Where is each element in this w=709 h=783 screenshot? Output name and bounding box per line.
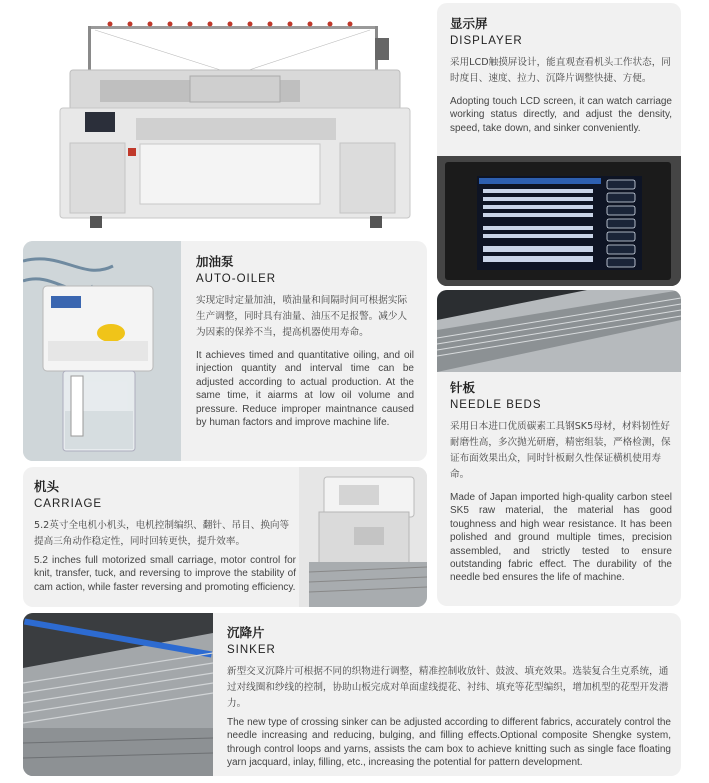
- auto-oiler-desc-en: It achieves timed and quantitative oiling, and oil injection quantity and interval time can be adjusted according to actual production. At the same time, it aiarms at low oil volume and pressure. Reduce improper maintnance caused by human factors and improve machine life.: [196, 350, 414, 429]
- needle-beds-title-cn: 针板: [450, 380, 476, 395]
- carriage-title-cn: 机头: [34, 479, 60, 494]
- needle-bed-photo: [437, 290, 681, 372]
- displayer-title-cn: 显示屏: [450, 16, 488, 31]
- sinker-card: [23, 613, 681, 776]
- carriage-title-en: CARRIAGE: [34, 498, 103, 510]
- displayer-desc-en: Adopting touch LCD screen, it can watch carriage working status directly, and adjust the density, speed, take down, and sinker conveniently.: [450, 96, 672, 134]
- oil-pump-photo: [23, 241, 181, 461]
- carriage-photo: [299, 467, 427, 607]
- auto-oiler-title-en: AUTO-OILER: [196, 273, 277, 285]
- sinker-photo: [23, 613, 213, 776]
- carriage-desc-cn: 5.2英寸全电机小机头，电机控制编织、翻针、吊目、换向等提高三角动作稳定性，同时回转更快，提升效率。: [34, 520, 290, 547]
- sinker-title-cn: 沉降片: [227, 625, 265, 640]
- displayer-desc-cn: 采用LCD触摸屏设计，能直观查看机头工作状态，同时度目、速度、拉力、沉降片调整快捷、方便。: [450, 57, 671, 84]
- carriage-desc-en: 5.2 inches full motorized small carriage, motor control for knit, transfer, tuck, and reversing to improve the stability of cam action, while faster reversing and promoting efficiency.: [34, 555, 296, 593]
- needle-beds-title-en: NEEDLE BEDS: [450, 399, 542, 411]
- auto-oiler-desc-cn: 实现定时定量加油，喷油量和间隔时间可根据实际生产调整，同时具有油量、油压不足报警。减少人为因素的保养不当，提高机器使用寿命。: [196, 295, 408, 338]
- needle-beds-card: [437, 290, 681, 606]
- sinker-title-en: SINKER: [227, 644, 276, 656]
- auto-oiler-title-cn: 加油泵: [196, 254, 234, 269]
- needle-beds-desc-cn: 采用日本进口优质碳素工具钢SK5母材，材料韧性好耐磨性高，多次抛光研磨，精密组装，严格检测，保证布面效果出众，同时针板耐久性保证横机使用寿命。: [450, 421, 671, 480]
- sinker-desc-en: The new type of crossing sinker can be adjusted according to different fabrics, accurately control the needle increasing and reducing, bulging, and filling effects.Optional composite Shengke system, through control loops and yarns, assists the cam box to achieve knitting such as single face floating yarn jacquard, inlay, filling, etc., increasing the potential for pattern development.: [227, 717, 671, 769]
- carriage-card: [23, 467, 427, 607]
- sinker-desc-cn: 新型交叉沉降片可根据不同的织物进行调整，精准控制收放针、鼓波、填充效果。选装复合生克系统，通过对线圈和纱线的控制，协助山板完成对单面虚线提花、衬纬、填充等花型编织，增加机型的花型开发潜力。: [227, 666, 669, 709]
- displayer-card: [437, 3, 681, 286]
- displayer-title-en: DISPLAYER: [450, 35, 523, 47]
- needle-beds-desc-en: Made of Japan imported high-quality carbon steel SK5 raw material, the material has good toughness and high wear resistance. It has been polished and ground multiple times, precision assembled, and strictly tested to ensure outstanding fabric effect. The durability of the needle bed ensures the life of machine.: [450, 492, 672, 584]
- lcd-screen-photo: [437, 156, 681, 286]
- auto-oiler-card: [23, 241, 427, 461]
- machine-photo: [40, 8, 430, 230]
